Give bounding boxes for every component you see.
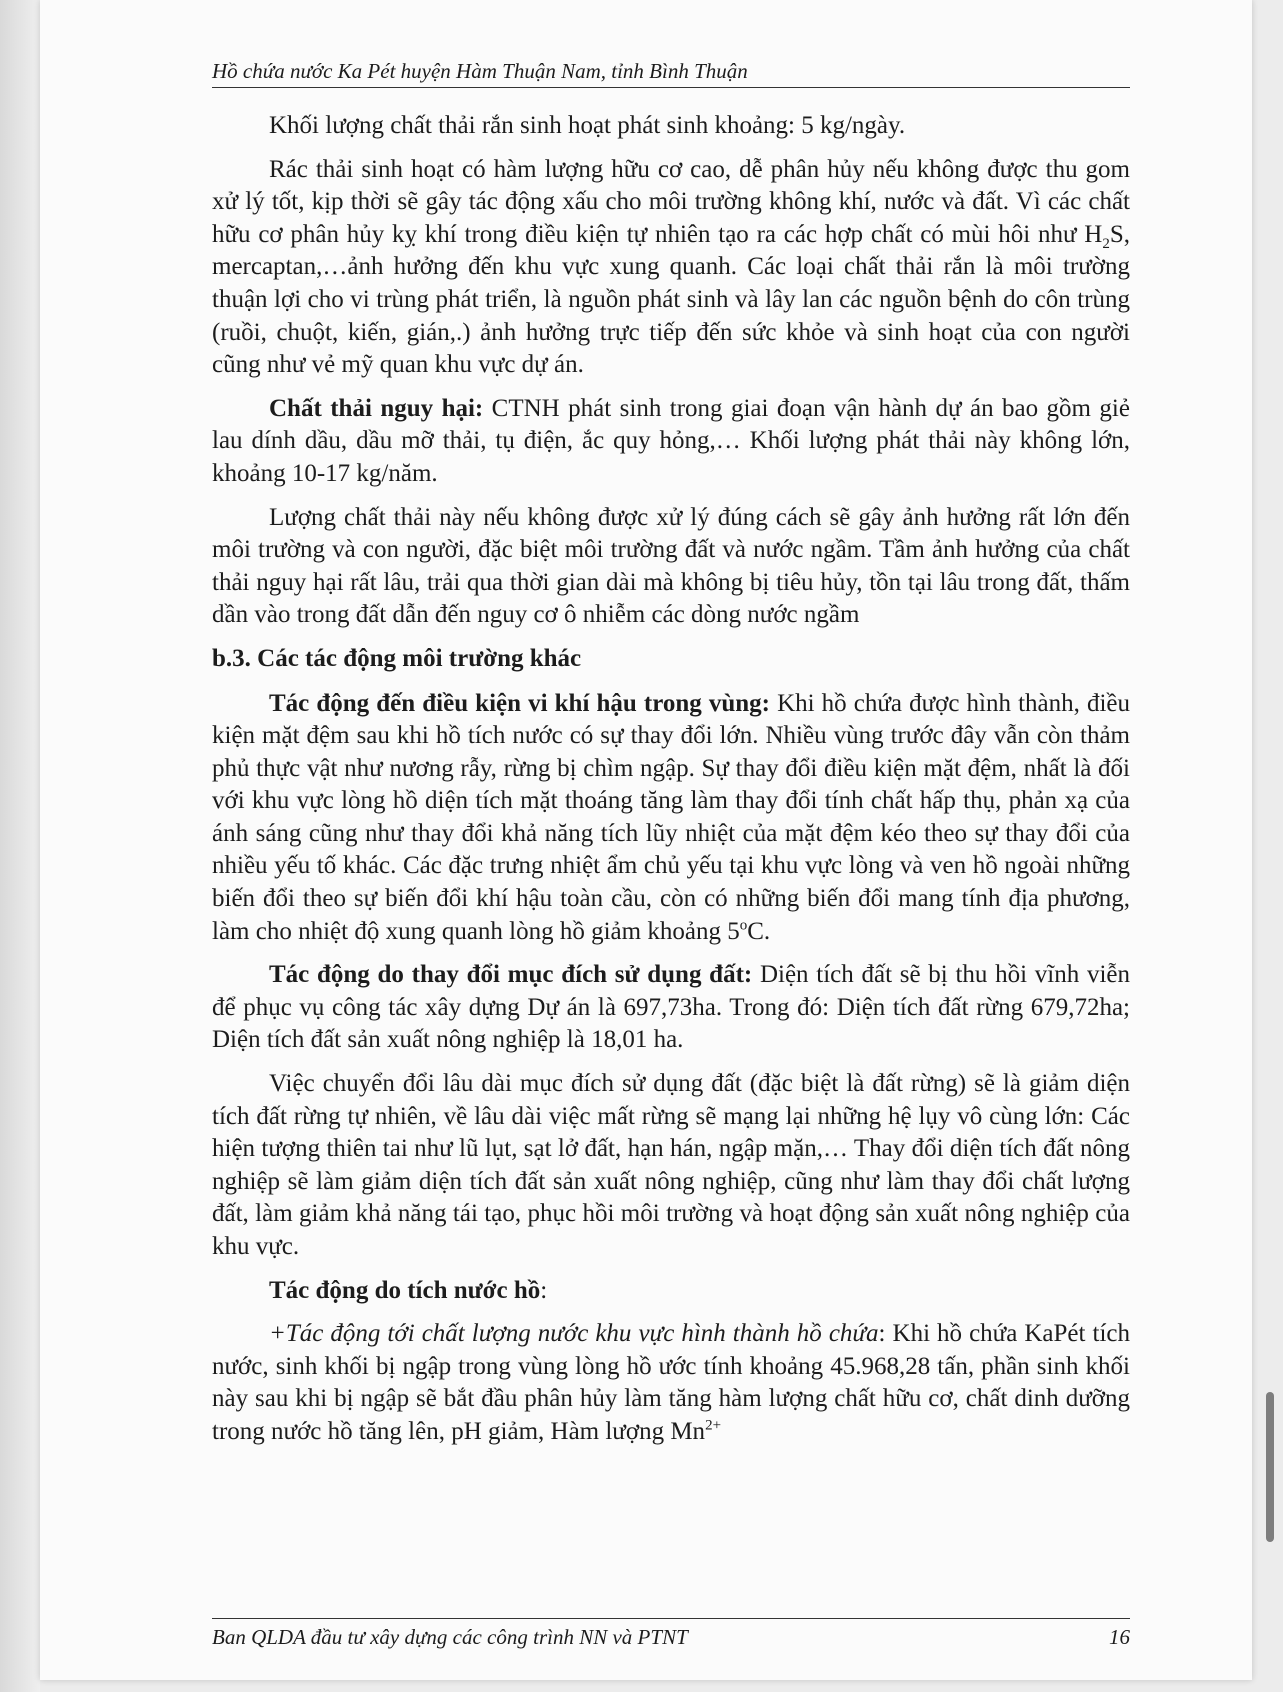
vertical-scrollbar[interactable] [1266, 1392, 1274, 1542]
text-span: Khi hồ chứa được hình thành, điều kiện mặt đệm sau khi hồ tích nước có sự thay đổi lớn. Nhiều vùng trước đây vẫn còn thảm phủ thực vật như nương rẫy, rừng bị chìm ngập. Sự thay đổi điều kiện mặt đệm, nhất là đối với khu vực lòng hồ diện tích mặt thoáng tăng làm thay đổi tính chất hấp thụ, phản xạ của ánh sáng cũng như thay đổi khả năng tích lũy nhiệt của mặt đệm kéo theo sự thay đổi của nhiều yếu tố khác. Các đặc trưng nhiệt ẩm chủ yếu tại khu vực lòng và ven hồ ngoài những biến đổi theo sự biến đổi khí hậu toàn cầu, còn có những biến đổi mang tính địa phương, làm cho nhiệt độ xung quanh lòng hồ giảm khoảng 5 [212, 689, 1131, 945]
page-number: 16 [1109, 1625, 1130, 1649]
page-content [212, 110, 1130, 1460]
superscript: 2+ [705, 1417, 722, 1434]
paragraph-domestic-waste [212, 154, 1130, 382]
bold-lead: Tác động do tích nước hồ [269, 1276, 541, 1304]
paragraph-waste-volume: Khối lượng chất thải rắn sinh hoạt phát sinh khoảng: 5 kg/ngày. [269, 112, 906, 139]
paragraph-land-use [212, 959, 1130, 1057]
text-span: : [540, 1276, 548, 1304]
page-header: Hồ chứa nước Ka Pét huyện Hàm Thuận Nam, tỉnh Bình Thuận [212, 58, 1130, 88]
text-span: Rác thải sinh hoạt có hàm lượng hữu cơ cao, dễ phân hủy nếu không được thu gom xử lý tốt, kịp thời sẽ gây tác động xấu cho môi trường không khí, nước và đất. Vì các chất hữu cơ phân hủy kỵ khí trong điều kiện tự nhiên tạo ra các hợp chất có mùi hôi như H [212, 155, 1130, 248]
text-span: : Khi hồ chứa KaPét tích nước, sinh khối bị ngập trong vùng lòng hồ ước tính khoảng 45.968,28 tấn, phần sinh khối này sau khi bị ngập sẽ bắt đầu phân hủy làm tăng hàm lượng chất hữu cơ, chất dinh dưỡng trong nước hồ tăng lên, pH giảm, Hàm lượng Mn [212, 1320, 1130, 1445]
bold-lead: Chất thải nguy hại: [269, 394, 484, 422]
page-footer [212, 1618, 1130, 1650]
superscript: o [739, 917, 748, 934]
paragraph-microclimate [212, 688, 1130, 949]
section-heading-b3: b.3. Các tác động môi trường khác [212, 644, 582, 672]
subscript: 2 [1102, 235, 1110, 252]
bold-lead: Tác động đến điều kiện vi khí hậu trong vùng: [269, 689, 770, 717]
bold-lead: Tác động do thay đổi mục đích sử dụng đất: [269, 961, 753, 989]
paragraph-hazardous-waste [212, 393, 1130, 491]
text-span: Diện tích đất sẽ bị thu hồi vĩnh viễn để phục vụ công tác xây dựng Dự án là 697,73ha. Trong đó: Diện tích đất rừng 679,72ha; Diện tích đất sản xuất nông nghiệp là 18,01 ha. [212, 961, 1131, 1054]
paragraph-reservoir-impact-heading [212, 1275, 1130, 1308]
italic-lead: +Tác động tới chất lượng nước khu vực hình thành hồ chứa [269, 1320, 879, 1348]
text-span: CTNH phát sinh trong giai đoạn vận hành dự án bao gồm giẻ lau dính dầu, dầu mỡ thải, tụ điện, ắc quy hỏng,… Khối lượng phát thải này không lớn, khoảng 10-17 kg/năm. [212, 394, 1130, 487]
paragraph-land-conversion: Việc chuyển đổi lâu dài mục đích sử dụng đất (đặc biệt là đất rừng) sẽ là giảm diện tích đất rừng tự nhiên, về lâu dài việc mất rừng sẽ mạng lại những hệ lụy vô cùng lớn: Các hiện tượng thiên tai như lũ lụt, sạt lở đất, hạn hán, ngập mặn,… Thay đổi diện tích đất nông nghiệp sẽ làm giảm diện tích đất sản xuất nông nghiệp, cũng như làm thay đổi chất lượng đất, làm giảm khả năng tái tạo, phục hồi môi trường và hoạt động sản xuất nông nghiệp của khu vực. [212, 1070, 1130, 1260]
paragraph-waste-impact: Lượng chất thải này nếu không được xử lý đúng cách sẽ gây ảnh hưởng rất lớn đến môi trường và con người, đặc biệt môi trường đất và nước ngầm. Tầm ảnh hưởng của chất thải nguy hại rất lâu, trải qua thời gian dài mà không bị tiêu hủy, tồn tại lâu trong đất, thấm dần vào trong đất dẫn đến nguy cơ ô nhiễm các dòng nước ngầm [212, 503, 1130, 629]
text-span: C. [747, 917, 771, 945]
text-span: S, mercaptan,…ảnh hưởng đến khu vực xung quanh. Các loại chất thải rắn là môi trường thuận lợi cho vi trùng phát triển, là nguồn phát sinh và lây lan các nguồn bệnh do côn trùng (ruồi, chuột, kiến, gián,.) ảnh hưởng trực tiếp đến sức khỏe và sinh hoạt của con người cũng như vẻ mỹ quan khu vực dự án. [212, 220, 1130, 379]
viewer-background [0, 0, 40, 1692]
paragraph-water-quality [212, 1318, 1130, 1448]
footer-organization: Ban QLDA đầu tư xây dựng các công trình NN và PTNT [212, 1625, 688, 1649]
